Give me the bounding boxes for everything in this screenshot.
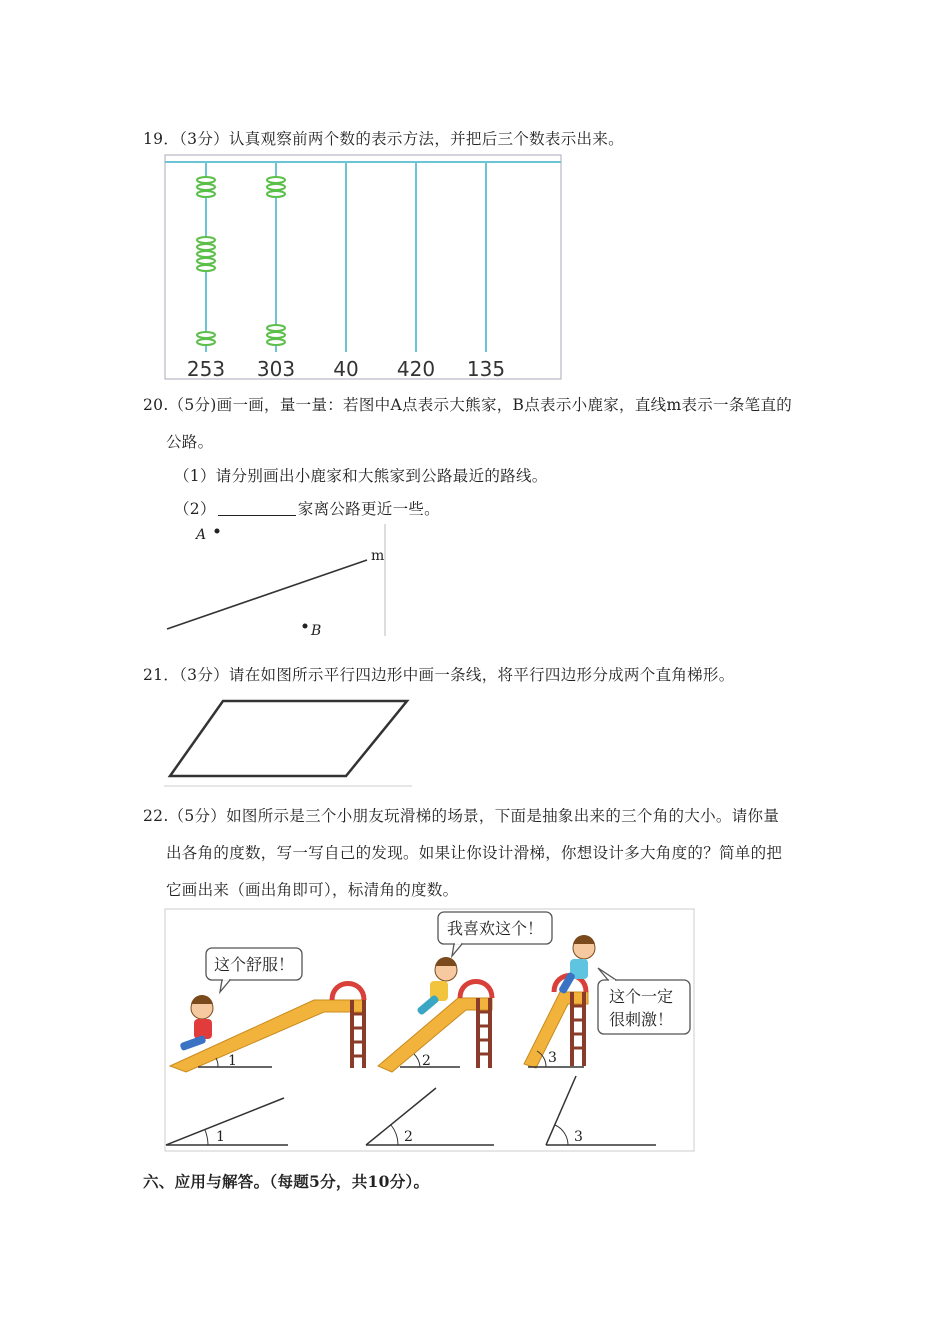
slides-figure bbox=[164, 908, 696, 1153]
abacus-bead-0-hundreds-1 bbox=[197, 332, 215, 338]
road-figure bbox=[163, 522, 388, 637]
point-b bbox=[303, 624, 308, 629]
answer-blank[interactable] bbox=[218, 501, 296, 516]
bubble-2 bbox=[438, 912, 552, 956]
abacus-bead-0-hundreds-0 bbox=[197, 339, 215, 345]
q20-sub2-prefix: （2） bbox=[174, 500, 216, 518]
parallelogram bbox=[170, 701, 407, 776]
q22-line1: 22.（5分）如图所示是三个小朋友玩滑梯的场景，下面是抽象出来的三个角的大小。请你量 bbox=[143, 807, 780, 825]
abacus-bead-1-ones-0 bbox=[267, 191, 285, 197]
abstract-angle-3-label: 3 bbox=[574, 1129, 583, 1145]
abstract-angle-1 bbox=[166, 1098, 288, 1145]
abacus-bead-1-ones-1 bbox=[267, 184, 285, 190]
q21-text: 21．（3分）请在如图所示平行四边形中画一条线，将平行四边形分成两个直角梯形。 bbox=[143, 666, 735, 684]
abacus-bead-0-tens-0 bbox=[197, 265, 215, 271]
abacus-bead-0-tens-2 bbox=[197, 251, 215, 257]
q19-text: 19．（3分）认真观察前两个数的表示方法，并把后三个数表示出来。 bbox=[143, 130, 624, 148]
slide-1-angle-label: 1 bbox=[228, 1053, 237, 1069]
q20-sub1: （1）请分别画出小鹿家和大熊家到公路最近的路线。 bbox=[174, 467, 548, 485]
abacus-label-5: 135 bbox=[466, 357, 506, 380]
abacus-figure bbox=[164, 154, 564, 380]
abacus-bead-0-ones-2 bbox=[197, 177, 215, 183]
section-6-title: 六、应用与解答。（每题5分，共10分）。 bbox=[143, 1172, 430, 1191]
q20-sub2-suffix: 家离公路更近一些。 bbox=[297, 500, 440, 518]
abacus-bead-1-hundreds-1 bbox=[267, 332, 285, 338]
abstract-angle-2-label: 2 bbox=[404, 1129, 413, 1145]
line-m-label: m bbox=[371, 548, 385, 564]
abacus-bead-1-ones-2 bbox=[267, 177, 285, 183]
q22-line3: 它画出来（画出角即可），标清角的度数。 bbox=[166, 881, 459, 899]
bubble-1 bbox=[206, 948, 302, 992]
slide-2-angle-label: 2 bbox=[422, 1053, 431, 1069]
abacus-label-3: 40 bbox=[333, 357, 359, 380]
parallelogram-figure bbox=[164, 697, 414, 789]
abacus-label-4: 420 bbox=[396, 357, 436, 380]
q20-line2: 公路。 bbox=[166, 433, 214, 451]
bubble-2-text: 我喜欢这个！ bbox=[446, 919, 544, 938]
abacus-bead-1-hundreds-2 bbox=[267, 325, 285, 331]
abacus-label-1: 253 bbox=[186, 357, 226, 380]
q20-line1: 20.（5分)画一画，量一量：若图中A点表示大熊家，B点表示小鹿家，直线m表示一条笔直的 bbox=[143, 396, 793, 414]
abacus-bead-0-tens-4 bbox=[197, 237, 215, 243]
abacus-bead-0-tens-3 bbox=[197, 244, 215, 250]
point-a bbox=[215, 529, 220, 534]
slide-3 bbox=[524, 935, 595, 1068]
q22-line2: 出各角的度数，写一写自己的发现。如果让你设计滑梯，你想设计多大角度的？简单的把 bbox=[166, 844, 783, 862]
slide-2 bbox=[378, 957, 492, 1072]
abacus-bead-1-hundreds-0 bbox=[267, 339, 285, 345]
bubble-3-text-2: 很刺激！ bbox=[608, 1010, 674, 1029]
abstract-angle-1-label: 1 bbox=[216, 1129, 225, 1145]
point-b-label: B bbox=[311, 623, 322, 637]
slide-3-angle-label: 3 bbox=[548, 1050, 557, 1066]
slide-1 bbox=[170, 984, 364, 1073]
abacus-bead-0-ones-1 bbox=[197, 184, 215, 190]
bubble-3-text-1: 这个一定 bbox=[608, 987, 674, 1006]
bubble-1-text: 这个舒服！ bbox=[213, 955, 295, 974]
q20-sub2 bbox=[174, 497, 440, 519]
abstract-angle-2 bbox=[366, 1088, 494, 1145]
bubble-3 bbox=[598, 968, 690, 1034]
abacus-label-2: 303 bbox=[256, 357, 296, 380]
abacus-bead-0-tens-1 bbox=[197, 258, 215, 264]
abacus-bead-0-ones-0 bbox=[197, 191, 215, 197]
abstract-angle-3 bbox=[546, 1076, 656, 1145]
point-a-label: A bbox=[196, 527, 207, 543]
